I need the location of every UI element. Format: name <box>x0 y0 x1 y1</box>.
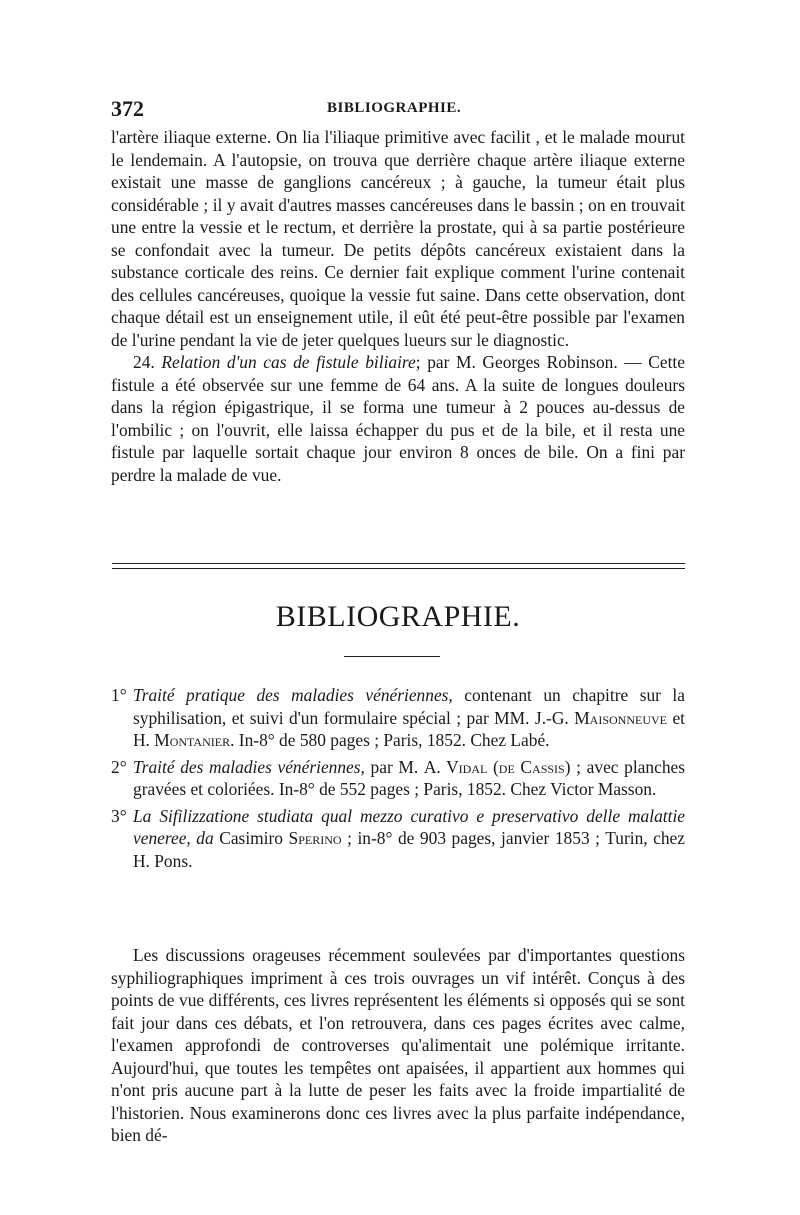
reference-text: et <box>666 707 685 728</box>
title-underline <box>344 656 440 657</box>
body-paragraph: l'artère iliaque externe. On lia l'iliaque primitive avec facilit , et le malade mourut le lendemain. A l'autopsie, on trouva que derrière chaque artère iliaque externe existait une masse de ganglions cancéreux ; à gauche, la tumeur était plus considérable ; il y avait d'autres masses cancéreuses dans le bassin ; on en trouvait une entre la vessie et le rectum, et derrière la prostate, qui à sa partie postérieure se confondait avec la tumeur. De petits dépôts cancéreux existaient dans la substance corticale des reins. Ce dernier fait explique comment l'urine contenait des cellules cancéreuses, quoique la vessie fut saine. Dans cette observation, dont chaque détail est un enseignement utile, il eût été peut-être possible par l'examen de l'urine pendant la vie de jeter quelques lueurs sur le diagnostic. <box>111 127 685 350</box>
case-text: ; par M. Georges Robinson. — Cette fistule a été observée sur une femme de 64 ans. A la suite de longues douleurs dans la région épigastrique, il se forma une tumeur à 2 pouces au-dessus de l'ombilic ; on l'ouvrit, elle laissa échapper du pus et de la bile, et il resta une fistule par laquelle sortait chaque jour environ 8 onces de bile. On a fini par perdre la malade de vue. <box>111 352 685 485</box>
reference-author: Sperino <box>288 828 342 848</box>
reference-item <box>111 756 685 801</box>
reference-author: A. Vidal (de Cassis) <box>423 756 571 777</box>
reference-author: J.-G. Maisonneuve <box>534 707 667 728</box>
reference-text: ; in-8° de 903 pages, janvier 1853 ; Turin, chez H. Pons. <box>133 828 685 871</box>
section-title: BIBLIOGRAPHIE. <box>275 600 521 633</box>
running-head: BIBLIOGRAPHIE. <box>327 100 462 116</box>
review-text <box>111 944 685 1147</box>
reference-text: par M. <box>364 756 424 777</box>
reference-number: 3° <box>111 805 127 826</box>
reference-item <box>111 684 685 752</box>
case-title: Relation d'un cas de fistule biliaire <box>161 352 416 372</box>
reference-number: 1° <box>111 685 127 705</box>
reference-text: ; avec planches gravées et coloriées. In-8° de 552 pages ; Paris, 1852. Chez Victor Masson. <box>133 756 685 799</box>
reference-title: La Sifilizzatione studiata qual mezzo curativo e preservativo delle malattie veneree, da <box>133 805 685 848</box>
reference-text: contenant un chapitre sur la syphilisation, et suivi d'un formulaire spécial ; par MM. <box>133 685 685 728</box>
article-continuation <box>111 126 685 486</box>
reference-title: Traité des maladies vénériennes, <box>133 756 365 777</box>
reference-number: 2° <box>111 756 127 777</box>
case-24-paragraph <box>111 351 685 486</box>
section-divider <box>112 563 685 569</box>
reference-author: H. Montanier. <box>133 730 235 750</box>
page-number: 372 <box>111 96 144 121</box>
reference-title: Traité pratique des maladies vénériennes, <box>133 685 453 705</box>
reference-text: Casimiro <box>213 828 289 848</box>
case-number: 24. <box>133 352 155 372</box>
reference-item <box>111 805 685 873</box>
reference-text: In-8° de 580 pages ; Paris, 1852. Chez Labé. <box>234 730 550 750</box>
reference-list <box>111 684 685 876</box>
body-paragraph: Les discussions orageuses récemment soulevées par d'importantes questions syphiliographiques impriment à ces trois ouvrages un vif intérêt. Conçus à des points de vue différents, ces livres représentent les éléments si opposés qui se sont fait jour dans ces débats, et l'on retrouvera, dans ces pages écrites avec calme, l'examen approfondi de controverses qu'alimentait une polémique irritante. Aujourd'hui, que toutes les tempêtes ont apaisées, il appartient aux hommes qui n'ont pris aucune part à la lutte de peser les faits avec la froide impartialité de l'historien. Nous examinerons donc ces livres avec la plus parfaite indépendance, bien dé- <box>111 945 685 1145</box>
page-header <box>111 96 685 120</box>
